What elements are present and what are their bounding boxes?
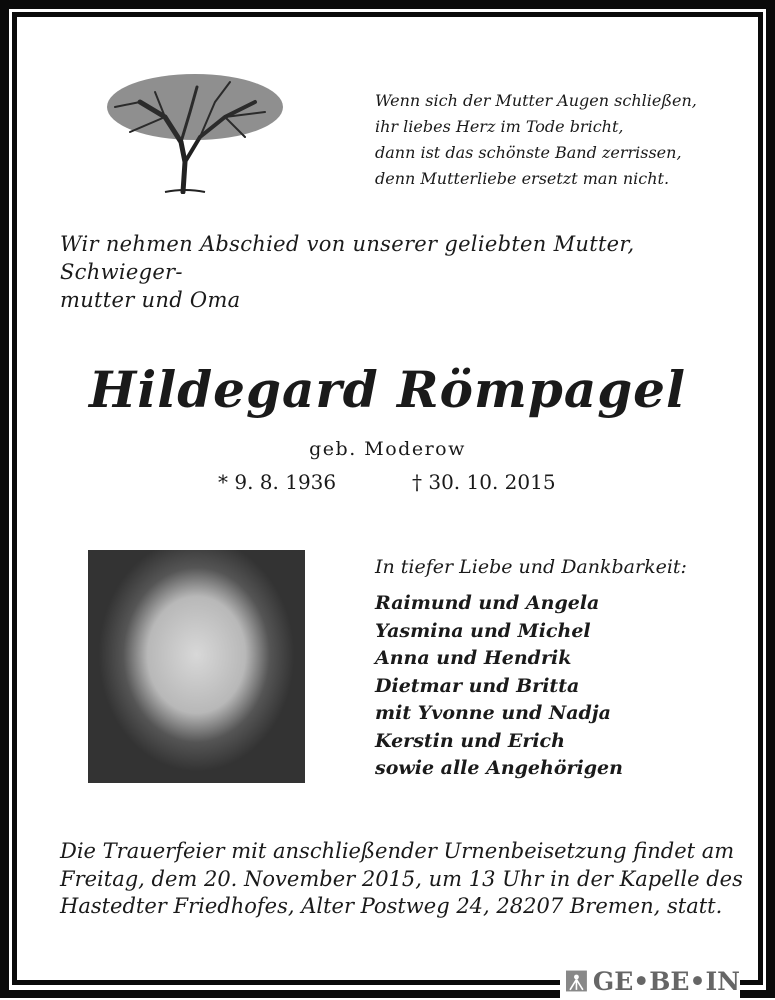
birth-name: geb. Moderow — [309, 438, 466, 460]
service-line: Die Trauerfeier mit anschließender Urnenbeisetzung findet am — [60, 839, 735, 863]
family-heading: In tiefer Liebe und Dankbarkeit: — [375, 556, 687, 578]
intro-line: Wir nehmen Abschied von unserer geliebten Mutter, Schwieger- — [60, 232, 635, 284]
family-list — [375, 590, 623, 783]
publisher-logo — [560, 962, 740, 1000]
family-member: Yasmina und Michel — [375, 619, 591, 642]
deceased-name: Hildegard Römpagel — [88, 360, 686, 419]
family-member: Anna und Hendrik — [375, 647, 572, 669]
poem — [375, 88, 697, 192]
poem-line: denn Mutterliebe ersetzt man nicht. — [375, 169, 670, 188]
service-info — [60, 838, 743, 921]
birth-date: * 9. 8. 1936 — [218, 470, 337, 494]
logo-text: GE•BE•IN — [592, 966, 740, 996]
service-line: Freitag, dem 20. November 2015, um 13 Uhr in der Kapelle des — [60, 866, 743, 891]
poem-line: Wenn sich der Mutter Augen schließen, — [375, 91, 697, 110]
tree-icon — [105, 62, 290, 194]
logo-mark-icon — [566, 968, 587, 994]
family-member: mit Yvonne und Nadja — [375, 702, 611, 724]
intro-text — [60, 230, 730, 314]
poem-line: ihr liebes Herz im Tode bricht, — [375, 117, 624, 136]
family-member: Dietmar und Britta — [375, 674, 580, 697]
poem-line: dann ist das schönste Band zerrissen, — [375, 143, 682, 162]
death-date: † 30. 10. 2015 — [412, 470, 556, 494]
family-member: Raimund und Angela — [375, 592, 600, 614]
family-member: Kerstin und Erich — [375, 729, 565, 752]
service-line: Hastedter Friedhofes, Alter Postweg 24, 28207 Bremen, statt. — [60, 894, 723, 918]
intro-line: mutter und Oma — [60, 288, 241, 312]
portrait-photo — [88, 550, 305, 783]
family-member: sowie alle Angehörigen — [375, 757, 623, 779]
